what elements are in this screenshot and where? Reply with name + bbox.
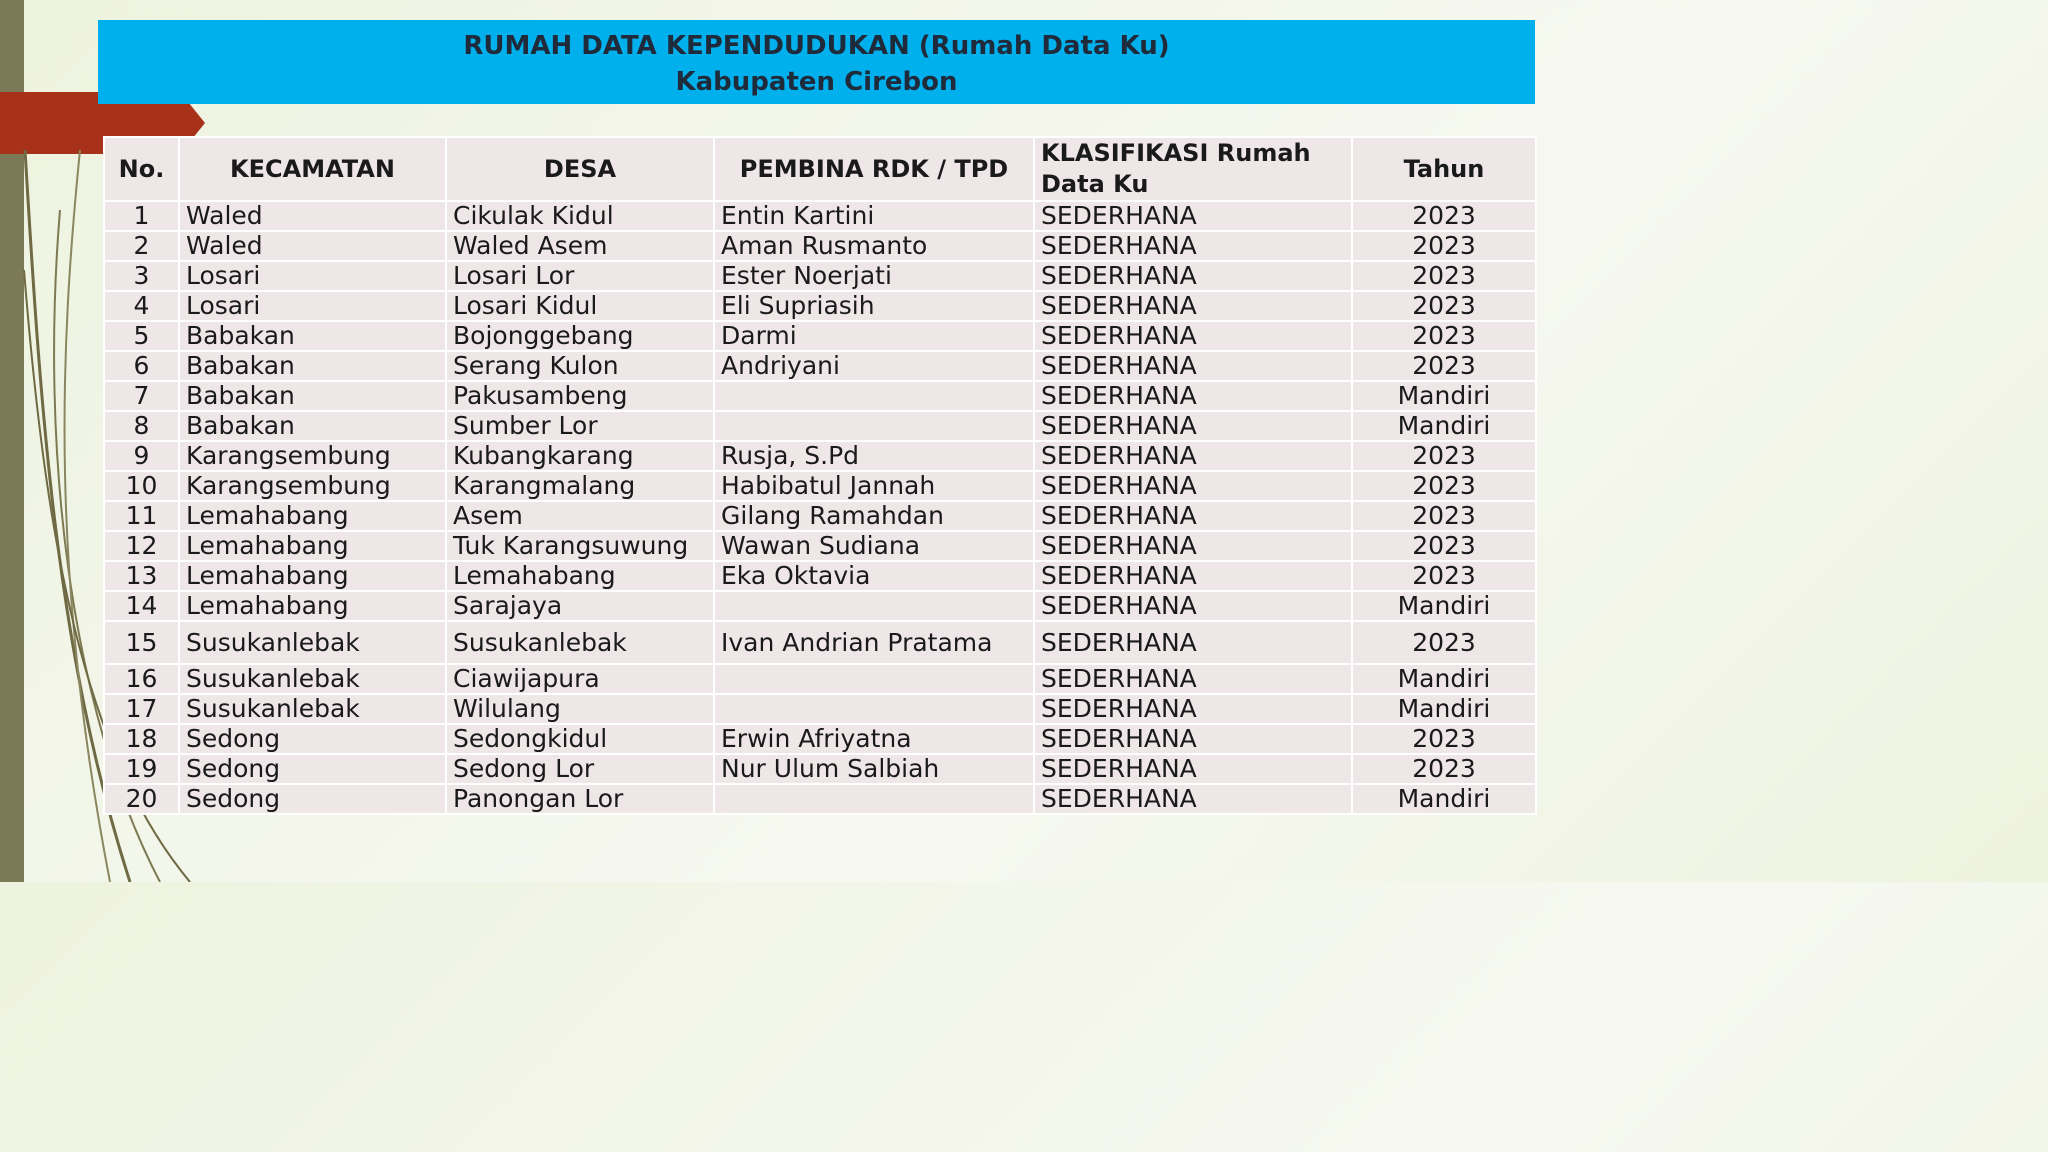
cell-pembina: Andriyani	[714, 351, 1034, 381]
cell-no: 14	[104, 591, 179, 621]
cell-tahun: 2023	[1352, 231, 1536, 261]
cell-pembina: Gilang Ramahdan	[714, 501, 1034, 531]
cell-no: 9	[104, 441, 179, 471]
table-row	[104, 784, 1536, 814]
cell-no: 7	[104, 381, 179, 411]
cell-klasifikasi: SEDERHANA	[1034, 621, 1352, 664]
cell-pembina: Ester Noerjati	[714, 261, 1034, 291]
cell-pembina	[714, 381, 1034, 411]
cell-kecamatan: Sedong	[179, 754, 446, 784]
cell-tahun: 2023	[1352, 561, 1536, 591]
cell-tahun: 2023	[1352, 471, 1536, 501]
cell-kecamatan: Susukanlebak	[179, 664, 446, 694]
table-row	[104, 754, 1536, 784]
table-row	[104, 561, 1536, 591]
cell-no: 4	[104, 291, 179, 321]
cell-tahun: Mandiri	[1352, 591, 1536, 621]
cell-klasifikasi: SEDERHANA	[1034, 471, 1352, 501]
header-tahun: Tahun	[1352, 137, 1536, 201]
cell-kecamatan: Babakan	[179, 381, 446, 411]
cell-desa: Asem	[446, 501, 714, 531]
cell-tahun: Mandiri	[1352, 411, 1536, 441]
cell-kecamatan: Babakan	[179, 411, 446, 441]
table-row	[104, 411, 1536, 441]
cell-no: 3	[104, 261, 179, 291]
cell-klasifikasi: SEDERHANA	[1034, 784, 1352, 814]
cell-kecamatan: Waled	[179, 201, 446, 231]
cell-kecamatan: Losari	[179, 291, 446, 321]
cell-kecamatan: Susukanlebak	[179, 621, 446, 664]
table-row	[104, 201, 1536, 231]
header-kecamatan: KECAMATAN	[179, 137, 446, 201]
cell-desa: Sumber Lor	[446, 411, 714, 441]
cell-tahun: 2023	[1352, 621, 1536, 664]
cell-tahun: 2023	[1352, 754, 1536, 784]
cell-klasifikasi: SEDERHANA	[1034, 291, 1352, 321]
cell-kecamatan: Waled	[179, 231, 446, 261]
cell-pembina	[714, 784, 1034, 814]
cell-pembina: Eli Supriasih	[714, 291, 1034, 321]
table-row	[104, 231, 1536, 261]
cell-kecamatan: Lemahabang	[179, 531, 446, 561]
cell-pembina: Wawan Sudiana	[714, 531, 1034, 561]
cell-klasifikasi: SEDERHANA	[1034, 441, 1352, 471]
cell-tahun: Mandiri	[1352, 664, 1536, 694]
header-no: No.	[104, 137, 179, 201]
cell-tahun: 2023	[1352, 201, 1536, 231]
cell-klasifikasi: SEDERHANA	[1034, 351, 1352, 381]
cell-desa: Lemahabang	[446, 561, 714, 591]
cell-desa: Karangmalang	[446, 471, 714, 501]
cell-desa: Losari Lor	[446, 261, 714, 291]
cell-desa: Tuk Karangsuwung	[446, 531, 714, 561]
cell-kecamatan: Lemahabang	[179, 501, 446, 531]
cell-no: 12	[104, 531, 179, 561]
cell-no: 19	[104, 754, 179, 784]
cell-pembina: Entin Kartini	[714, 201, 1034, 231]
table-header-row	[104, 137, 1536, 201]
data-table	[103, 136, 1537, 815]
cell-no: 8	[104, 411, 179, 441]
cell-pembina	[714, 694, 1034, 724]
cell-kecamatan: Lemahabang	[179, 561, 446, 591]
header-klasifikasi: KLASIFIKASI Rumah Data Ku	[1034, 137, 1352, 201]
cell-desa: Susukanlebak	[446, 621, 714, 664]
cell-klasifikasi: SEDERHANA	[1034, 591, 1352, 621]
cell-klasifikasi: SEDERHANA	[1034, 261, 1352, 291]
cell-kecamatan: Karangsembung	[179, 441, 446, 471]
cell-tahun: 2023	[1352, 291, 1536, 321]
cell-tahun: 2023	[1352, 724, 1536, 754]
cell-tahun: 2023	[1352, 321, 1536, 351]
cell-klasifikasi: SEDERHANA	[1034, 501, 1352, 531]
table-row	[104, 261, 1536, 291]
table-row	[104, 621, 1536, 664]
table-row	[104, 321, 1536, 351]
cell-pembina: Erwin Afriyatna	[714, 724, 1034, 754]
cell-desa: Bojonggebang	[446, 321, 714, 351]
cell-desa: Sedong Lor	[446, 754, 714, 784]
cell-pembina	[714, 664, 1034, 694]
table-row	[104, 351, 1536, 381]
cell-pembina	[714, 591, 1034, 621]
cell-no: 16	[104, 664, 179, 694]
table-row	[104, 381, 1536, 411]
cell-desa: Losari Kidul	[446, 291, 714, 321]
cell-klasifikasi: SEDERHANA	[1034, 531, 1352, 561]
cell-no: 20	[104, 784, 179, 814]
cell-kecamatan: Losari	[179, 261, 446, 291]
cell-desa: Pakusambeng	[446, 381, 714, 411]
cell-pembina: Habibatul Jannah	[714, 471, 1034, 501]
cell-kecamatan: Sedong	[179, 724, 446, 754]
table-row	[104, 441, 1536, 471]
cell-tahun: 2023	[1352, 351, 1536, 381]
cell-no: 5	[104, 321, 179, 351]
cell-no: 11	[104, 501, 179, 531]
cell-tahun: Mandiri	[1352, 694, 1536, 724]
cell-desa: Waled Asem	[446, 231, 714, 261]
cell-desa: Panongan Lor	[446, 784, 714, 814]
cell-kecamatan: Lemahabang	[179, 591, 446, 621]
title-line-2: Kabupaten Cirebon	[675, 67, 958, 97]
cell-desa: Kubangkarang	[446, 441, 714, 471]
cell-klasifikasi: SEDERHANA	[1034, 231, 1352, 261]
table-body	[104, 201, 1536, 814]
cell-klasifikasi: SEDERHANA	[1034, 321, 1352, 351]
cell-pembina	[714, 411, 1034, 441]
cell-no: 1	[104, 201, 179, 231]
header-pembina: PEMBINA RDK / TPD	[714, 137, 1034, 201]
table-row	[104, 471, 1536, 501]
cell-klasifikasi: SEDERHANA	[1034, 664, 1352, 694]
cell-tahun: 2023	[1352, 261, 1536, 291]
cell-tahun: 2023	[1352, 501, 1536, 531]
cell-pembina: Aman Rusmanto	[714, 231, 1034, 261]
cell-tahun: 2023	[1352, 441, 1536, 471]
header-desa: DESA	[446, 137, 714, 201]
cell-pembina: Ivan Andrian Pratama	[714, 621, 1034, 664]
title-banner	[98, 20, 1535, 104]
cell-no: 2	[104, 231, 179, 261]
cell-desa: Wilulang	[446, 694, 714, 724]
cell-no: 13	[104, 561, 179, 591]
table-row	[104, 501, 1536, 531]
title-line-1: RUMAH DATA KEPENDUDUKAN (Rumah Data Ku)	[463, 31, 1170, 61]
cell-kecamatan: Babakan	[179, 321, 446, 351]
cell-kecamatan: Sedong	[179, 784, 446, 814]
cell-tahun: Mandiri	[1352, 784, 1536, 814]
cell-pembina: Darmi	[714, 321, 1034, 351]
cell-tahun: Mandiri	[1352, 381, 1536, 411]
cell-no: 18	[104, 724, 179, 754]
cell-klasifikasi: SEDERHANA	[1034, 561, 1352, 591]
cell-kecamatan: Karangsembung	[179, 471, 446, 501]
table-row	[104, 694, 1536, 724]
cell-pembina: Nur Ulum Salbiah	[714, 754, 1034, 784]
cell-klasifikasi: SEDERHANA	[1034, 201, 1352, 231]
table-row	[104, 291, 1536, 321]
table-row	[104, 531, 1536, 561]
cell-klasifikasi: SEDERHANA	[1034, 411, 1352, 441]
cell-kecamatan: Babakan	[179, 351, 446, 381]
table-row	[104, 724, 1536, 754]
cell-desa: Sarajaya	[446, 591, 714, 621]
cell-desa: Sedongkidul	[446, 724, 714, 754]
cell-desa: Serang Kulon	[446, 351, 714, 381]
cell-no: 6	[104, 351, 179, 381]
cell-klasifikasi: SEDERHANA	[1034, 381, 1352, 411]
cell-kecamatan: Susukanlebak	[179, 694, 446, 724]
cell-no: 10	[104, 471, 179, 501]
cell-no: 15	[104, 621, 179, 664]
cell-pembina: Rusja, S.Pd	[714, 441, 1034, 471]
cell-pembina: Eka Oktavia	[714, 561, 1034, 591]
data-table-container	[103, 136, 1535, 866]
table-row	[104, 591, 1536, 621]
cell-klasifikasi: SEDERHANA	[1034, 724, 1352, 754]
cell-desa: Cikulak Kidul	[446, 201, 714, 231]
cell-klasifikasi: SEDERHANA	[1034, 694, 1352, 724]
cell-desa: Ciawijapura	[446, 664, 714, 694]
cell-klasifikasi: SEDERHANA	[1034, 754, 1352, 784]
table-row	[104, 664, 1536, 694]
cell-tahun: 2023	[1352, 531, 1536, 561]
cell-no: 17	[104, 694, 179, 724]
